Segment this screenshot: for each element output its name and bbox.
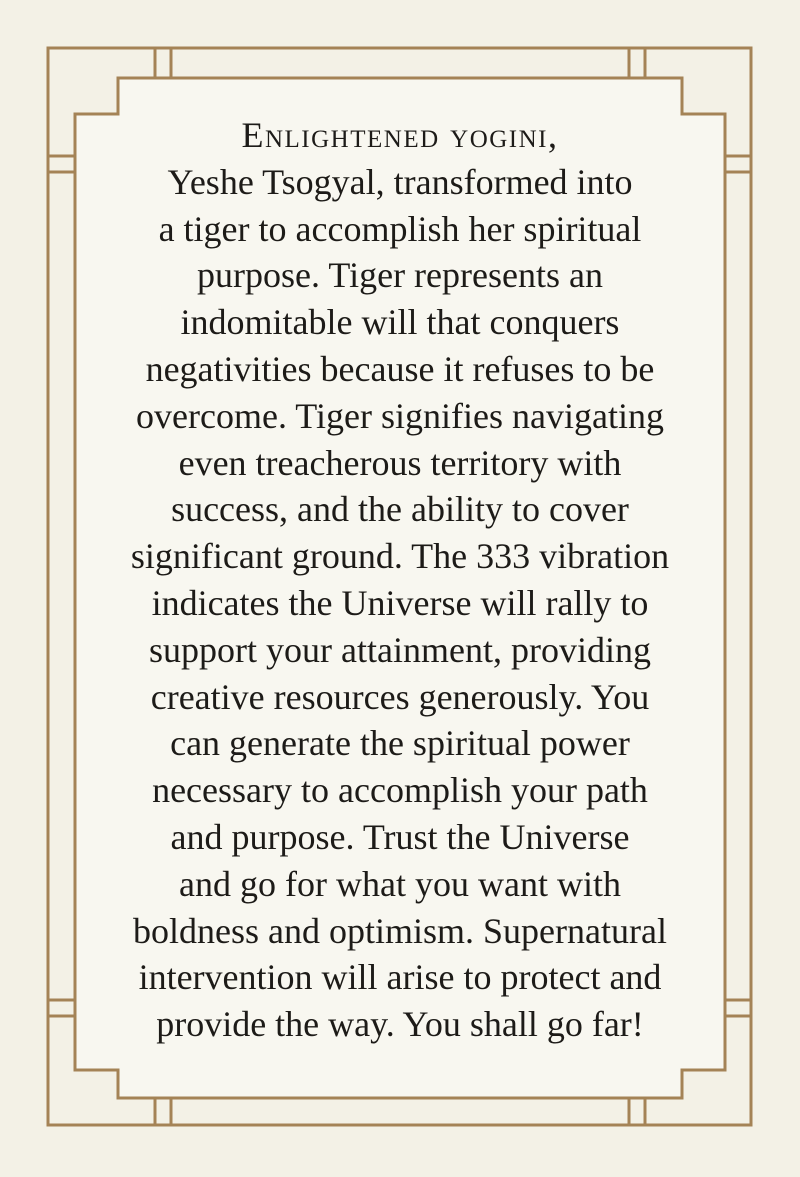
text-line: overcome. Tiger signifies navigating: [136, 395, 664, 436]
text-line: even treacherous territory with: [178, 442, 622, 483]
text-line: success, and the ability to cover: [171, 489, 629, 530]
right-bars: [725, 156, 751, 1016]
text-line: necessary to accomplish your path: [152, 770, 648, 811]
text-line: negativities because it refuses to be: [145, 348, 655, 389]
text-line: indomitable will that conquers: [180, 302, 620, 343]
lead-line: Enlightened yogini,: [241, 115, 559, 155]
text-line: boldness and optimism. Supernatural: [133, 910, 667, 951]
left-bars: [48, 156, 75, 1016]
text-line: indicates the Universe will rally to: [151, 582, 649, 623]
text-line: intervention will arise to protect and: [138, 957, 662, 998]
text-line: Yeshe Tsogyal, transformed into: [167, 161, 633, 202]
text-line: and go for what you want with: [179, 863, 621, 904]
text-line: support your attainment, providing: [149, 629, 651, 670]
card-text: [100, 112, 700, 1048]
text-line: and purpose. Trust the Universe: [170, 816, 630, 857]
text-line: a tiger to accomplish her spiritual: [158, 208, 642, 249]
text-line: significant ground. The 333 vibration: [130, 536, 670, 577]
text-line: purpose. Tiger represents an: [197, 255, 603, 296]
text-line: can generate the spiritual power: [170, 723, 630, 764]
bottom-bars: [155, 1098, 645, 1125]
text-line: creative resources generously. You: [150, 676, 650, 717]
text-line: provide the way. You shall go far!: [156, 1004, 644, 1045]
top-bars: [155, 48, 645, 78]
